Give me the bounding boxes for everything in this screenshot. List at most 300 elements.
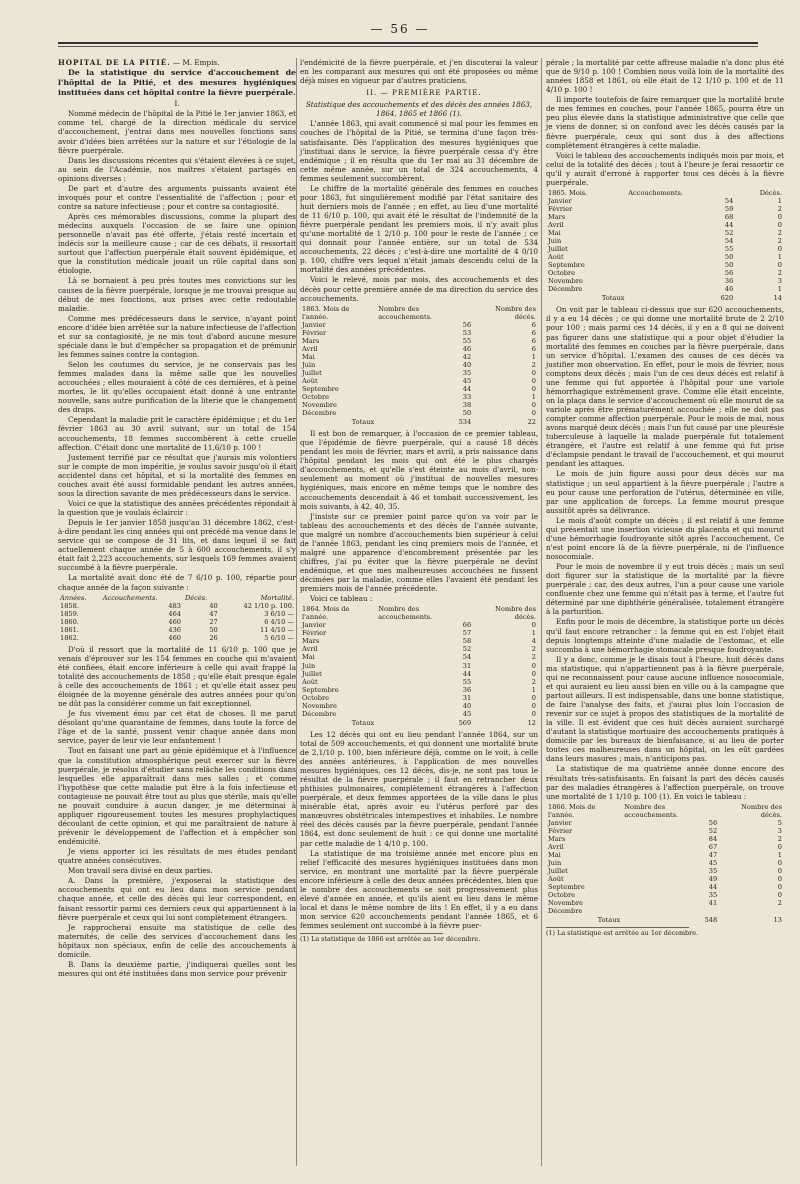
- article-title: De la statistique du service d'accouchement de l'hôpital de la Pitié, et des mesures hygiéniques instituées dans cet hôpital contre la fièvre puerpérale.: [58, 68, 296, 97]
- column-3: [546, 58, 784, 938]
- table-row: [546, 277, 784, 285]
- footnote: (1) La statistique de 1866 est arrêtée au 1er décembre.: [300, 935, 481, 944]
- table-cell: 40: [462, 360, 472, 369]
- table-row: [546, 907, 784, 915]
- table-row: [58, 610, 296, 618]
- table-row: [300, 653, 538, 661]
- article-byline: [58, 58, 296, 67]
- table-cell: 0: [777, 866, 782, 875]
- paragraph: Le mois d'août compte un décès ; il est relatif à une femme qui présentait une insertion vicieuse du placenta et qui mourut d'une hémorrhagie foudroyante sitôt après l'accouchement. Ce n'est point encore là de la fièvre puerpérale, ni de l'influence nosocomiale.: [546, 515, 784, 561]
- table-row: [300, 670, 538, 678]
- table-row: [546, 883, 784, 891]
- table-cell: Mars: [548, 212, 566, 221]
- table-cell: Mai: [302, 653, 315, 662]
- table-cell: 68: [724, 212, 734, 221]
- paragraph: B. Dans la deuxième partie, j'indiquerai quelles sont les mesures qui ont été instituées dans mon service pour prévenir: [58, 959, 296, 978]
- table-cell: 50: [209, 625, 218, 634]
- paragraph: Après ces mémorables discussions, comme la plupart des médecins auxquels l'occasion de se faire une opinion personnelle n'avait pas été offerte, j'étais resté incertain et indécis sur la meilleure cause ; car de ces débats, il ressortait surtout que l'affection puerpérale était souvent épidémique, et que la constitution médicale jouait un rôle capital dans son étiologie.: [58, 212, 296, 276]
- table-cell: 1: [531, 392, 536, 401]
- table-row: [546, 827, 784, 835]
- table-cell: Octobre: [302, 392, 329, 401]
- table-row: [300, 686, 538, 694]
- table-cell: 0: [777, 858, 782, 867]
- table-cell: 55: [462, 336, 472, 345]
- table-cell: Février: [302, 629, 327, 638]
- table-cell: 35: [462, 368, 472, 377]
- table-cell: Janvier: [548, 818, 572, 827]
- table-row: [58, 626, 296, 634]
- table-total-cell: 14: [773, 294, 782, 303]
- table-cell: 50: [462, 409, 472, 418]
- paragraph: Nommé médecin de l'hôpital de la Pitié le 1er janvier 1863, et comme tel, chargé de la direction médicale du service d'accouchement, j'entrai dans mes nouvelles fonctions sans avoir d'idées bien arrêtées sur la nature et sur l'étiologie de la fièvre puerpérale.: [58, 109, 296, 155]
- table-cell: 56: [708, 818, 718, 827]
- table-cell: 6 4/10 —: [264, 617, 294, 626]
- table-cell: 6: [531, 328, 536, 337]
- table-header: 1866. Mois de l'année.: [548, 802, 596, 819]
- table-header: Accouchements.: [102, 593, 158, 602]
- table-cell: 1: [777, 196, 782, 205]
- table-cell: 47: [209, 609, 218, 618]
- paragraph: Voici ce que la statistique des années précédentes répondait à la question que je voulais éclaircir :: [58, 498, 296, 518]
- paragraph: Voici le tableau des accouchements indiqués mois par mois, et celui de la totalité des décès ; tout à l'heure je ferai ressortir ce qu'il y aurait d'erroné à rapporter tous ces décès à la fièvre puerpérale.: [546, 150, 784, 187]
- table-header: Mortalité.: [260, 593, 294, 602]
- table-cell: 31: [462, 661, 472, 670]
- table-cell: Juin: [302, 661, 316, 670]
- table-cell: 46: [462, 344, 472, 353]
- table-cell: 67: [708, 842, 718, 851]
- table-row: [300, 401, 538, 409]
- table-cell: Septembre: [302, 685, 339, 694]
- table-cell: Septembre: [548, 883, 585, 891]
- table-cell: 2: [777, 269, 782, 278]
- table-cell: 54: [724, 237, 734, 246]
- table-cell: 38: [462, 401, 472, 409]
- paragraph: Il est bon de remarquer, à l'occasion de ce premier tableau, que l'épidémie de fièvre puerpérale, qui a causé 18 décès pendant les mois de février, mars et avril, a pris naissance dans l'hôpital pendant les mois qui ont été le plus chargés d'accouchements, et qu'elle s'est éteinte au mois d'avril, non-seulement au moment où j'instituai de nouvelles mesures hygiéniques, mais encore en même temps que le nombre des accouchements descendait à 46 et tombait successivement, les mois suivants, à 42, 40, 35.: [300, 429, 538, 511]
- table-header: 1864. Mois de l'année.: [302, 605, 350, 622]
- paragraph: Je viens apporter ici les résultats de mes études pendant quatre années consécutives.: [58, 847, 296, 866]
- table-header: Nombre des accouchements.: [378, 304, 433, 321]
- table-cell: 84: [708, 834, 718, 843]
- table-row: [546, 261, 784, 269]
- table-total-row: [300, 417, 538, 426]
- paragraph: Il y a donc, comme je le disais tout à l'heure, huit décès dans ma statistique, qui n'appartiennent pas à la fièvre puerpérale, qui ne reconnaissent pour cause aucune influence nosocomiale, et qui auraient eu lieu aussi bien en ville ou à la campagne que partout ailleurs. Il est indispensable, dans une bonne statistique, de faire l'analyse des faits, et j'aurai plus loin l'occasion de revenir sur ce sujet à propos des statistiques de la mortalité de la ville. Il est évident que ces huit décès auraient surchargé d'autant la statistique mortuaire des accouchements pratiqués à domicile par les bureaux de bienfaisance, si au lieu de porter toutes ces malheureuses dans un hôpital, on les eût gardées dans leurs masures ; mais, n'anticipons pas.: [546, 654, 784, 764]
- table-body: [300, 321, 538, 426]
- footnote-rule: [546, 927, 689, 928]
- table-header-row: [300, 305, 538, 321]
- table-cell: [622, 907, 719, 915]
- table-row: [546, 843, 784, 851]
- table-cell: 57: [462, 629, 472, 638]
- table-cell: Janvier: [548, 196, 572, 205]
- table-header: Nombre des décès.: [741, 802, 782, 819]
- table-cell: Décembre: [302, 409, 337, 418]
- table-row: [546, 899, 784, 907]
- column-divider: [296, 58, 297, 1166]
- table-cell: 0: [531, 376, 536, 385]
- table-row: [546, 835, 784, 843]
- paragraph: Cependant la maladie prit le caractère épidémique ; et du 1er février 1863 au 30 avril suivant, sur un total de 154 accouchements, 18 femmes succombèrent à cette cruelle affection. C'était donc une mortalité de 11,6/10 p. 100 !: [58, 415, 296, 452]
- table-cell: 45: [462, 709, 472, 718]
- table-cell: 0: [777, 221, 782, 229]
- table-header: 1865. Mois.: [548, 188, 588, 197]
- paragraph: Pour le mois de novembre il y eut trois décès ; mais un seul doit figurer sur la statistique de la mortalité par la fièvre puerpérale ; car, des deux autres, l'un a pour cause une variole confluente chez une femme qui n'était pas à terme, et l'autre fut déterminé par une diphthérie généralisée, totalement étrangère à la parturition.: [546, 562, 784, 617]
- paragraph: A. Dans la première, j'exposerai la statistique des accouchements qui ont eu lieu dans mon service pendant chaque année, et celle des décès qui leur correspondent, en faisant ressortir parmi ces derniers ceux qui appartiennent à la fièvre puerpérale et ceux qui lui sont complètement étrangers.: [58, 876, 296, 922]
- table-cell: 0: [531, 401, 536, 409]
- table-cell: 2: [777, 204, 782, 213]
- table-cell: 0: [777, 842, 782, 851]
- table-cell: 56: [724, 269, 734, 278]
- paragraph: Voici le relevé, mois par mois, des accouchements et des décès pour cette première année de ma direction du service des accouchements.: [300, 275, 538, 303]
- table-header-row: [300, 605, 538, 621]
- table-cell: 50: [724, 261, 734, 270]
- table-body: [546, 197, 784, 302]
- table-header-row: [58, 594, 296, 602]
- table-row: [300, 678, 538, 686]
- table-row: [300, 662, 538, 670]
- table-cell: 40: [462, 701, 472, 710]
- table-cell: 0: [777, 261, 782, 270]
- table-row: [300, 629, 538, 637]
- table-cell: 36: [724, 277, 734, 286]
- table-cell: Septembre: [302, 384, 339, 393]
- table-cell: 0: [777, 245, 782, 254]
- table-header: Décès.: [184, 593, 208, 602]
- table-row: [300, 321, 538, 329]
- paragraph: Les 12 décès qui ont eu lieu pendant l'année 1864, sur un total de 509 accouchements, et qui donnent une mortalité brute de 2,1/10 p. 100, bien inférieure déjà, comme on le voit, à celle des années antérieures, à l'application de mes nouvelles mesures hygiéniques, ces 12 décès, dis-je, ne sont pas tous le résultat de la fièvre puerpérale ; il faut en retrancher deux phthisies pulmonaires, complètement étrangères à l'affection puerpérale, et deux femmes apportées de la ville dans le plus misérable état, après avoir eu l'utérus perforé par des manœuvres obstétricales intempestives et inhabiles. Le nombre réel des décès causés par la fièvre puerpérale, pendant l'année 1864, est donc seulement de huit : ce qui donne une mortalité par cette maladie de 1 4/10 p. 100.: [300, 729, 538, 848]
- table-row: [300, 361, 538, 369]
- hospital-name: HOPITAL DE LA PITIÉ.: [58, 58, 171, 67]
- table-row: [546, 205, 784, 213]
- table-cell: Février: [548, 826, 573, 835]
- table-row: [546, 859, 784, 867]
- table-cell: 50: [724, 253, 734, 262]
- table-cell: 55: [462, 677, 472, 686]
- table-cell: Décembre: [548, 907, 583, 916]
- table-row: [300, 393, 538, 401]
- table-cell: Octobre: [548, 269, 575, 278]
- table-cell: 1: [777, 285, 782, 294]
- table-cell: Janvier: [302, 621, 326, 630]
- table-cell: [719, 907, 784, 915]
- table-total-cell: Totaux: [597, 916, 621, 925]
- table-cell: 52: [462, 645, 472, 654]
- paragraph: Justement terrifié par ce résultat que j'aurais mis volontiers sur le compte de mon impéritie, je voulus savoir jusqu'où il était accidentel dans cet hôpital, et si la mortalité des femmes en couches avait été aussi formidable pendant les autres années, sous la direction savante de mes prédécesseurs dans le service.: [58, 452, 296, 498]
- table-total-cell: Totaux: [351, 418, 375, 427]
- paragraph: J'insiste sur ce premier point parce qu'on va voir par le tableau des accouchements et des décès de l'année suivante, que malgré un nombre d'accouchements bien supérieur à celui de l'année 1863, pendant les cinq premiers mois de l'année, et malgré une apparence d'encombrement présentée par les chiffres, j'ai pu éviter que la fièvre puerpérale ne devînt endémique, et que mes malheureuses accouchées ne fussent décimées par la maladie, comme elles l'avaient été pendant les premiers mois de l'année précédente.: [300, 511, 538, 594]
- paragraph: L'année 1863, qui avait commencé si mal pour les femmes en couches de l'hôpital de la Pitié, se termina d'une façon très-satisfaisante. Dès l'application des mesures hygiéniques que j'instituai dans le service, la fièvre puerpérale cessa d'y être endémique ; il en résulta que du 1er mai au 31 décembre de cette même année, sur un total de 324 accouchements, 4 femmes seulement succombèrent.: [300, 119, 538, 183]
- footnote-rule: [300, 933, 443, 934]
- column-1: [58, 58, 296, 979]
- table-row: [546, 237, 784, 245]
- mortality-table: [58, 594, 296, 642]
- table-cell: 54: [462, 653, 472, 662]
- table-row: [300, 645, 538, 653]
- table-cell: Août: [302, 376, 318, 385]
- table-cell: 2: [531, 653, 536, 662]
- table-cell: 2: [531, 645, 536, 654]
- table-cell: 46: [724, 285, 734, 294]
- table-cell: 41: [708, 899, 718, 908]
- table-cell: Décembre: [302, 709, 337, 718]
- table-total-cell: 12: [527, 718, 536, 727]
- table-cell: 52: [708, 826, 718, 835]
- column-divider: [541, 58, 542, 1166]
- table-total-cell: Totaux: [351, 718, 375, 727]
- table-1866: [546, 803, 784, 924]
- table-cell: 0: [531, 384, 536, 393]
- table-cell: Novembre: [548, 899, 583, 908]
- table-cell: 0: [531, 709, 536, 718]
- table-cell: Juin: [548, 237, 562, 246]
- table-cell: 35: [708, 866, 718, 875]
- table-total-cell: 569: [458, 718, 472, 727]
- table-cell: Juin: [548, 858, 562, 867]
- table-header-row: [546, 189, 784, 197]
- table-cell: 44: [708, 883, 718, 891]
- table-cell: 44: [462, 669, 472, 678]
- table-cell: 0: [777, 212, 782, 221]
- table-cell: 0: [531, 669, 536, 678]
- table-cell: Mai: [548, 229, 561, 238]
- page-header: [0, 0, 800, 58]
- table-cell: 52: [724, 229, 734, 238]
- table-cell: 45: [708, 858, 718, 867]
- table-cell: Mars: [548, 834, 566, 843]
- table-cell: 2: [777, 237, 782, 246]
- table-row: [300, 637, 538, 645]
- table-row: [300, 337, 538, 345]
- paragraph: La mortalité avait donc été de 7 6/10 p. 100, répartie pour chaque année de la façon suivante :: [58, 573, 296, 592]
- table-cell: Mars: [302, 336, 320, 345]
- table-row: [546, 197, 784, 205]
- table-cell: Février: [548, 204, 573, 213]
- table-total-row: [546, 915, 784, 924]
- table-cell: Août: [548, 253, 564, 262]
- table-cell: Février: [302, 328, 327, 337]
- table-cell: 36: [462, 685, 472, 694]
- paragraph: La statistique de ma troisième année met encore plus en relief l'efficacité des mesures hygiéniques instituées dans mon service, en montrant une mortalité par la fièvre puerpérale encore inférieure à celle des deux années précédentes, bien que le nombre des accouchements se soit progressivement plus élevé d'année en année, et qu'ils aient eu lieu dans le même local et dans le même nombre de lits ! En effet, il y a eu dans mon service 620 accouchements pendant l'année 1865, et 6 femmes seulement ont succombé à la fièvre puer-: [300, 848, 538, 931]
- table-row: [300, 409, 538, 417]
- table-cell: 42 1/10 p. 100.: [243, 601, 294, 610]
- table-cell: 1: [777, 850, 782, 859]
- table-cell: 0: [777, 883, 782, 891]
- table-cell: 2: [531, 677, 536, 686]
- table-header: Accouchements.: [628, 188, 684, 197]
- table-row: [300, 385, 538, 393]
- table-total-cell: 548: [704, 916, 718, 925]
- table-row: [546, 269, 784, 277]
- table-cell: 2: [777, 229, 782, 238]
- table-cell: 5 6/10 —: [264, 633, 294, 642]
- table-cell: 40: [209, 601, 218, 610]
- table-cell: 3: [777, 277, 782, 286]
- table-row: [300, 710, 538, 718]
- paragraph: Il importe toutefois de faire remarquer que la mortalité brute de mes femmes en couches, pour l'année 1865, pourra être un peu plus élevée dans la statistique administrative que celle que je viens de donner, si on confond avec les décès causés par la fièvre puerpérale, ceux qui sont dus à des affections complètement étrangères à cette maladie.: [546, 95, 784, 150]
- table-header: Décès.: [759, 188, 782, 197]
- table-cell: 53: [462, 328, 472, 337]
- paragraph: Tout en faisant une part au génie épidémique et à l'influence que la constitution atmosphérique peut exercer sur la fièvre puerpérale, je résolus d'étudier sans relâche les conditions dans lesquelles elle apparaîtrait dans mes salles ; et comme l'hypothèse que cette maladie put être à la fois infectieuse et contagieuse ne pouvait être tout au plus que stérile, mais qu'elle ne pouvait conduire à aucun danger, je me déterminai à appliquer rigoureusement toutes les mesures prophylactiques découlant de cette opinion, et qui me paraîtraient de nature à prévenir le développement de l'affection et à empêcher son endémicité.: [58, 746, 296, 847]
- table-cell: Mars: [302, 637, 320, 646]
- table-cell: Juillet: [302, 669, 322, 678]
- table-header: Nombre des décès.: [495, 304, 536, 321]
- table-cell: 1862.: [60, 633, 79, 642]
- table-cell: Septembre: [548, 261, 585, 270]
- table-cell: 4: [531, 637, 536, 646]
- column-2: [300, 58, 538, 944]
- table-cell: 33: [462, 392, 472, 401]
- table-row: [546, 867, 784, 875]
- table-cell: Avril: [302, 344, 318, 353]
- table-cell: 56: [462, 320, 472, 329]
- table-cell: Juillet: [548, 866, 568, 875]
- table-cell: 66: [462, 621, 472, 630]
- table-row: [546, 213, 784, 221]
- table-cell: 11 4/10 —: [260, 625, 294, 634]
- table-row: [546, 221, 784, 229]
- table-row: [300, 329, 538, 337]
- table-total-cell: 22: [527, 418, 536, 427]
- footnote: (1) La statistique est arrêtée au 1er décembre.: [546, 929, 699, 938]
- table-cell: Mai: [548, 850, 561, 859]
- table-total-cell: 620: [720, 294, 734, 303]
- table-total-row: [546, 293, 784, 302]
- paragraph: Dans les discussions récentes qui s'étaient élevées à ce sujet, au sein de l'Académie, nos maîtres s'étaient partagés en opinions diverses :: [58, 155, 296, 183]
- table-row: [546, 245, 784, 253]
- paragraph: Enfin pour le mois de décembre, la statistique porte un décès qu'il faut encore retrancher : la femme qui en est l'objet était depuis longtemps atteinte d'une maladie de l'estomac, et elle succomba à une hémorrhagie stomacale presque foudroyante.: [546, 617, 784, 654]
- table-cell: 31: [462, 693, 472, 702]
- table-cell: 6: [531, 320, 536, 329]
- table-cell: 6: [531, 344, 536, 353]
- table-row: [546, 253, 784, 261]
- table-row: [300, 702, 538, 710]
- table-cell: Août: [548, 874, 564, 883]
- table-row: [300, 345, 538, 353]
- table-cell: 0: [531, 693, 536, 702]
- table-cell: 0: [777, 891, 782, 900]
- table-row: [546, 851, 784, 859]
- table-cell: 2: [777, 899, 782, 908]
- table-cell: 0: [777, 874, 782, 883]
- table-row: [546, 891, 784, 899]
- table-cell: 1861.: [60, 625, 79, 634]
- table-row: [300, 694, 538, 702]
- table-cell: 1: [531, 352, 536, 361]
- section-number: I.: [174, 99, 180, 109]
- table-row: [58, 602, 296, 610]
- table-cell: 2: [531, 360, 536, 369]
- paragraph: Le mois de juin figure aussi pour deux décès sur ma statistique ; un seul appartient à la fièvre puerpérale ; l'autre a eu pour cause une perforation de l'utérus, déterminée en ville, par une application de forceps. La femme mourut presque aussitôt après sa délivrance.: [546, 469, 784, 515]
- table-cell: 0: [531, 621, 536, 630]
- table-cell: 2: [777, 834, 782, 843]
- table-cell: 1: [531, 629, 536, 638]
- table-cell: 59: [724, 204, 734, 213]
- table-row: [300, 353, 538, 361]
- table-cell: 55: [724, 245, 734, 254]
- table-cell: Octobre: [548, 891, 575, 900]
- paragraph: Là se bornaient à peu près toutes mes convictions sur les causes de la fièvre puerpérale, lorsque je me trouvai presque au début de mes fonctions, aux prises avec cette redoutable maladie.: [58, 276, 296, 313]
- table-cell: Juillet: [302, 368, 322, 377]
- author-name: — M. Empis.: [173, 58, 220, 67]
- table-body: [300, 621, 538, 726]
- paragraph: Voici ce tableau :: [310, 594, 373, 604]
- table-cell: 35: [708, 891, 718, 900]
- table-1864: [300, 605, 538, 726]
- header-rule: [58, 42, 758, 44]
- table-cell: Mai: [302, 352, 315, 361]
- paragraph: Je fus vivement ému par cet état de choses. Il me parut désolant qu'une quarantaine de femmes, dans toute la force de l'âge et de la santé, pussent venir chaque année dans mon service, payer de leur vie leur enfantement !: [58, 709, 296, 746]
- table-cell: 1859.: [60, 609, 79, 618]
- table-body: [546, 819, 784, 924]
- table-cell: 0: [531, 368, 536, 377]
- table-row: [300, 621, 538, 629]
- page-number: — 56 —: [370, 22, 430, 36]
- paragraph: On voit par le tableau ci-dessus que sur 620 accouchements, il y a eu 14 décès ; ce qui donne une mortalité brute de 2 2/10 pour 100 ; mais parmi ces 14 décès, il y en a 8 qui ne doivent pas figurer dans une statistique qui a pour objet d'étudier la mortalité des femmes en couches par la fièvre puerpérale, dans un service d'hôpital. L'examen des causes de ces décès va justifier mon observation. En effet, pour le mois de février, nous comptons deux décès ; mais l'un de ces deux décès est relatif à une femme qui fut apportée à l'hôpital pour une variole hémorrhagique extrêmement grave. Comme elle était enceinte, on la plaça dans le service d'accouchement où elle mourut de sa variole après être prématurément accouchée ; elle ne doit pas compter comme affection puerpérale. Pour le mois de mai, nous avons marqué deux décès ; mais l'un fut causé par une pleurésie tuberculeuse à laquelle la malade puerpérale fut totalement étrangère, et l'autre est relatif à une femme qui fut prise d'éclampsie pendant le travail de l'accouchement, et qui mourut pendant les attaques.: [546, 305, 784, 469]
- table-cell: 1: [777, 253, 782, 262]
- table-cell: 0: [531, 701, 536, 710]
- table-row: [546, 229, 784, 237]
- table-cell: Octobre: [302, 693, 329, 702]
- table-cell: Avril: [548, 842, 564, 851]
- table-header: Nombre des accouchements.: [624, 802, 679, 819]
- table-cell: Juillet: [548, 245, 568, 254]
- table-cell: Novembre: [302, 401, 337, 409]
- table-cell: 26: [209, 633, 218, 642]
- table-1865: [546, 189, 784, 302]
- table-cell: 45: [462, 376, 472, 385]
- table-total-cell: 13: [773, 916, 782, 925]
- table-cell: 460: [168, 633, 181, 642]
- table-cell: 3 6/10 —: [264, 609, 294, 618]
- paragraph: l'endémicité de la fièvre puerpérale, et j'en discuterai la valeur en les comparant aux mesures qui ont été proposées ou même déjà mises en vigueur par d'autres praticiens.: [300, 58, 538, 86]
- paragraph: Depuis le 1er janvier 1858 jusqu'au 31 décembre 1862, c'est-à-dire pendant les cinq années qui ont précédé ma venue dans le service qui se compose de 31 lits, et dans lequel il se fait actuellement chaque année de 5 à 600 accouchements, il s'y était fait 2,223 accouchements, sur lesquels 169 femmes avaient succombé à la fièvre puerpérale.: [58, 518, 296, 573]
- table-header: Années.: [60, 593, 87, 602]
- table-cell: 460: [168, 617, 181, 626]
- table-cell: 0: [531, 409, 536, 418]
- table-header: 1863. Mois de l'année.: [302, 304, 350, 321]
- paragraph: D'où il ressort que la mortalité de 11 6/10 p. 100 que je venais d'éprouver sur les 154 femmes en couche qui m'avaient été confiées, était encore inférieure à celle qui avait frappé la totalité des accouchements de 1858 ; qu'elle était presque égale à celle des accouchements de 1861 ; et qu'elle était assez peu éloignée de la moyenne générale des autres années pour qu'on ne dût pas la considérer comme un fait exceptionnel.: [58, 644, 296, 709]
- table-cell: Avril: [302, 645, 318, 654]
- table-cell: Août: [302, 677, 318, 686]
- table-cell: Janvier: [302, 320, 326, 329]
- table-header-row: [546, 803, 784, 819]
- paragraph: Je rapprocherai ensuite ma statistique de celle des maternités, de celle des services d'accouchement dans les hôpitaux non spéciaux, enfin de celle des accouchements à domicile.: [58, 922, 296, 959]
- table-cell: Avril: [548, 221, 564, 229]
- paragraph: Comme mes prédécesseurs dans le service, n'ayant point encore d'idée bien arrêtée sur la nature infectieuse de l'affection et sur sa contagiosité, je ne mis tout d'abord aucune mesure spéciale dans le but d'empêcher sa propagation et de prémunir les femmes saines contre la contagion.: [58, 313, 296, 359]
- table-cell: 1858.: [60, 601, 79, 610]
- table-cell: 6: [531, 336, 536, 345]
- table-cell: 1: [531, 685, 536, 694]
- paragraph: La statistique de ma quatrième année donne encore des résultats très-satisfaisants. En faisant la part des décès causés par des maladies étrangères à l'affection puerpérale, on trouve une mortalité de 1 1/10 p. 100 (1). En voici le tableau :: [546, 764, 784, 801]
- paragraph: pérale ; la mortalité par cette affreuse maladie n'a donc plus été que de 9/10 p. 100 ! Combien nous voilà loin de la mortalité des années 1858 et 1861, où elle était de 12 1/10 p. 100 et de 11 4/10 p. 100 !: [546, 58, 784, 95]
- table-cell: 44: [462, 384, 472, 393]
- table-row: [546, 875, 784, 883]
- paragraph: De part et d'autre des arguments puissants avaient été invoqués pour et contre l'essentialité de l'affection ; pour et contre sa nature infectieuse ; pour et contre sa contagiosité.: [58, 183, 296, 211]
- table-cell: Novembre: [302, 701, 337, 710]
- table-total-cell: Totaux: [601, 294, 625, 303]
- paragraph: Le chiffre de la mortalité générale des femmes en couches pour 1863, fut singulièrement modifié par l'état sanitaire des huit derniers mois de l'année ; en effet, au lieu d'une mortalité de 11 6/10 p. 100, qui avait été le résultat de l'indemnité de la fièvre puerpérale pendant les premiers mois, il n'y avait plus qu'une mortalité de 1 2/10 p. 100 pour le reste de l'année ; ce qui donnait pour l'année entière, sur un total de 534 accouchements, 22 décès ; c'est-à-dire une mortalité de 4 0/10 p. 100, chiffre vers lequel n'était jamais descendu celui de la mortalité des années précédentes.: [300, 183, 538, 275]
- table-cell: 464: [168, 609, 181, 618]
- table-cell: 483: [168, 601, 181, 610]
- table-cell: 436: [168, 625, 181, 634]
- table-cell: 3: [777, 826, 782, 835]
- table-cell: 44: [724, 221, 734, 229]
- table-row: [300, 369, 538, 377]
- table-row: [546, 819, 784, 827]
- table-cell: Juin: [302, 360, 316, 369]
- header-rule-thin: [58, 46, 758, 47]
- table-total-row: [300, 718, 538, 727]
- table-row: [300, 377, 538, 385]
